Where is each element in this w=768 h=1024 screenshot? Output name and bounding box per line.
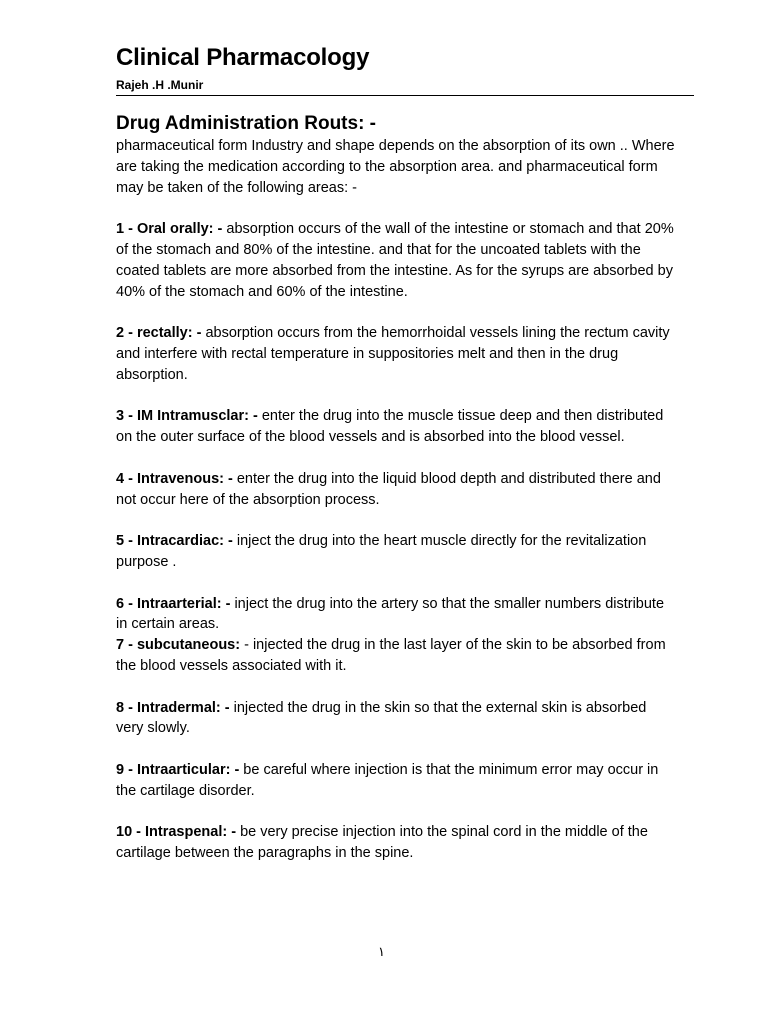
route-text: be careful where injection is that the minimum error may occur in the cartilage disorder. (116, 761, 659, 799)
route-item-intracardiac (116, 531, 676, 573)
route-text: injected the drug in the skin so that the external skin is absorbed very slowly. (116, 699, 647, 737)
route-label: 8 - Intradermal: - (116, 699, 230, 716)
route-text: enter the drug into the liquid blood depth and distributed there and not occur here of the absorption process. (116, 470, 661, 508)
route-label: 9 - Intraarticular: - (116, 761, 240, 778)
route-item-intravenous (116, 469, 676, 511)
route-item-intraarticular (116, 760, 676, 802)
route-text: enter the drug into the muscle tissue deep and then distributed on the outer surface of the blood vessels and is absorbed into the blood vessel. (116, 408, 664, 446)
route-item-intramuscular (116, 406, 676, 448)
route-label: 1 - Oral orally: - (116, 221, 223, 238)
route-item-oral (116, 219, 676, 302)
route-item-rectal (116, 323, 676, 385)
route-label: 10 - Intraspenal: - (116, 824, 237, 841)
route-text: absorption occurs of the wall of the intestine or stomach and that 20% of the stomach and 80% of the intestine. and that for the uncoated tablets with the coated tablets are more absorbed from the intestine. As for the syrups are absorbed by 40% of the stomach and 60% of the intestine. (116, 221, 674, 300)
route-label: 5 - Intracardiac: - (116, 533, 233, 550)
route-label: 4 - Intravenous: - (116, 470, 233, 487)
route-item-intraspinal (116, 822, 676, 864)
route-label: 3 - IM Intramusclar: - (116, 408, 258, 425)
route-label: 6 - Intraarterial: - (116, 595, 231, 612)
route-label: 7 - subcutaneous: (116, 637, 241, 654)
document-title: Clinical Pharmacology (116, 44, 370, 71)
header-divider (116, 95, 694, 96)
page-number: ١ (378, 945, 385, 960)
intro-paragraph: pharmaceutical form Industry and shape depends on the absorption of its own .. Where are taking the medication according to the absorption area. and pharmaceutical form may be taken of the following areas: - (116, 138, 675, 196)
route-item-intraarterial (116, 594, 676, 636)
route-text: - injected the drug in the last layer of the skin to be absorbed from the blood vessels associated with it. (116, 637, 666, 674)
section-heading: Drug Administration Routs: - (116, 113, 376, 134)
route-text: be very precise injection into the spinal cord in the middle of the cartilage between the paragraphs in the spine. (116, 824, 648, 862)
route-text: inject the drug into the heart muscle directly for the revitalization purpose . (116, 533, 647, 570)
route-label: 2 - rectally: - (116, 325, 202, 342)
author-name: Rajeh .H .Munir (116, 78, 204, 92)
route-text: inject the drug into the artery so that the smaller numbers distribute in certain areas. (116, 595, 665, 633)
document-body (116, 112, 676, 885)
route-text: absorption occurs from the hemorrhoidal vessels lining the rectum cavity and interfere with rectal temperature in suppositories melt and then in the drug absorption. (116, 325, 670, 383)
route-item-subcutaneous (116, 635, 676, 677)
route-item-intradermal (116, 698, 676, 740)
